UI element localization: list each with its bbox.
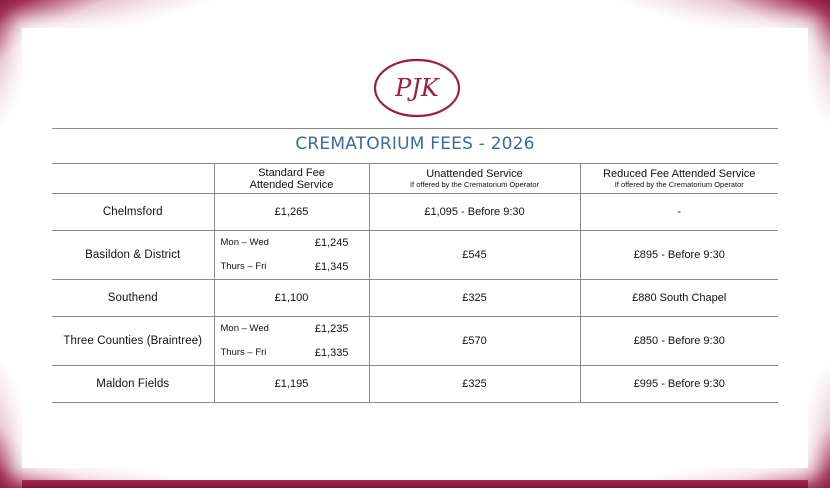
logo-text: PJK	[395, 74, 439, 102]
standard-fee-cell	[214, 231, 369, 280]
fee-amount: £1,335	[314, 347, 349, 359]
fee-amount: £1,235	[314, 323, 349, 335]
table-row-chelmsford	[52, 194, 778, 231]
fee-amount: £1,245	[314, 237, 349, 249]
reduced-fee-cell: £995 - Before 9:30	[580, 366, 778, 403]
standard-fee-cell: £1,100	[214, 280, 369, 317]
day-range-label: Mon – Wed	[220, 237, 269, 248]
location-cell: Basildon & District	[52, 231, 214, 280]
fees-table	[52, 163, 778, 403]
unattended-cell: £545	[369, 231, 580, 280]
day-range-label: Mon – Wed	[220, 323, 269, 334]
page-title: CREMATORIUM FEES - 2026	[295, 134, 535, 154]
header-reduced-fee: Reduced Fee Attended Service If offered by the Crematorium Operator	[580, 164, 778, 194]
header-unattended: Unattended Service If offered by the Crematorium Operator	[369, 164, 580, 194]
top-divider	[52, 128, 778, 129]
pjk-logo	[372, 57, 462, 119]
frame-bottom-edge	[22, 480, 808, 488]
header-standard-fee: Standard Fee Attended Service	[214, 164, 369, 194]
pjk-monogram-oval-logo	[372, 57, 462, 119]
unattended-cell: £325	[369, 280, 580, 317]
location-cell: Maldon Fields	[52, 366, 214, 403]
day-range-label: Thurs – Fri	[220, 347, 267, 358]
unattended-cell: £1,095 - Before 9:30	[369, 194, 580, 231]
table-row-southend	[52, 280, 778, 317]
unattended-cell: £570	[369, 317, 580, 366]
table-row-basildon	[52, 231, 778, 280]
standard-fee-cell: £1,265	[214, 194, 369, 231]
reduced-fee-cell: £895 - Before 9:30	[580, 231, 778, 280]
location-cell: Chelmsford	[52, 194, 214, 231]
reduced-fee-cell: £880 South Chapel	[580, 280, 778, 317]
reduced-fee-cell: -	[580, 194, 778, 231]
fee-amount: £1,345	[314, 261, 349, 273]
table-row-three-counties	[52, 317, 778, 366]
standard-fee-cell	[214, 317, 369, 366]
day-range-label: Thurs – Fri	[220, 261, 267, 272]
reduced-fee-cell: £850 - Before 9:30	[580, 317, 778, 366]
location-cell: Three Counties (Braintree)	[52, 317, 214, 366]
table-header-row	[52, 164, 778, 194]
location-cell: Southend	[52, 280, 214, 317]
header-location	[52, 164, 214, 194]
standard-fee-cell: £1,195	[214, 366, 369, 403]
unattended-cell: £325	[369, 366, 580, 403]
table-row-maldon-fields	[52, 366, 778, 403]
